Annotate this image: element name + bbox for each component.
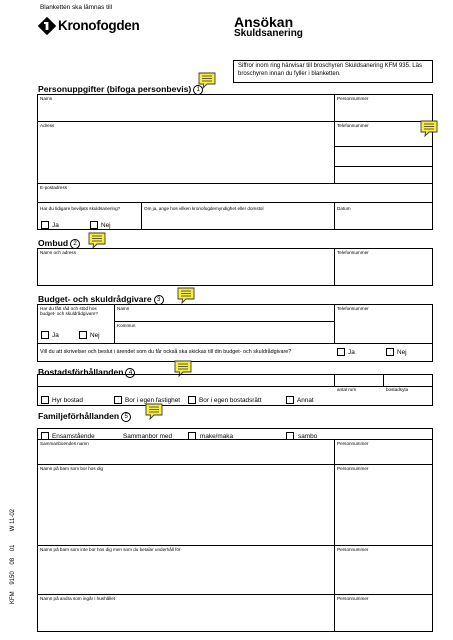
previous-no-checkbox[interactable] (90, 221, 98, 229)
housing-heading: Bostadsförhållanden 4 (38, 367, 135, 378)
housing-option-house-label: Bor i egen fastighet (125, 397, 181, 404)
ref-number-2: 2 (70, 239, 80, 249)
previous-debt-question: Har du tidigare beviljats skuldsanering? (40, 206, 121, 211)
authority-label: Om ja, ange hos vilken kronofogdemyndighet eller domstol (144, 206, 264, 211)
form-code-kfm: KFM (10, 591, 16, 604)
children-away-pnr-field[interactable] (335, 553, 432, 593)
pnr-label: Personnummer (337, 96, 369, 101)
ombud-name-label: Namn och adress (40, 250, 77, 255)
form-code-number: 9150 (10, 571, 16, 585)
submit-to-label: Blanketten ska lämnas till (40, 4, 113, 11)
note-icon[interactable] (177, 287, 195, 304)
copy-no-label: Nej (397, 349, 407, 356)
budget-yes-label: Ja (52, 332, 59, 339)
ref-number-3: 3 (154, 295, 164, 305)
family-option-sambo-label: sambo (298, 433, 318, 440)
children-home-label: Namn på barn som bor hos dig (40, 466, 104, 471)
form-code-version: W 11-02 (10, 509, 16, 532)
area-field[interactable] (384, 375, 432, 385)
ref-number-1: 1 (193, 85, 203, 95)
housing-option-rent-checkbox[interactable] (41, 396, 49, 404)
budget-name-field[interactable] (115, 312, 333, 320)
rooms-label: antal rum (337, 387, 357, 392)
children-home-pnr-label: Personnummer (337, 466, 369, 471)
family-option-cohabit-label: Sammanbor med (123, 433, 173, 440)
previous-no-label: Nej (101, 222, 111, 229)
ombud-phone-label: Telefonnummer (337, 250, 369, 255)
copy-question: Vill du att skrivelser och beslut i ärendet som du får också ska skickas till din budget- och skuldrådgivare? (40, 349, 292, 355)
household-pnr-label: Personnummer (337, 596, 369, 601)
form-subtitle: Skuldsanering (234, 28, 303, 39)
info-box: Siffror inom ring hänvisar till broschyren Skuldsanering KFM 935. Läs broschyren innan du fyller i blanketten. (233, 60, 433, 83)
cohabitant-name-label: Sammanboendes namn (40, 441, 89, 446)
children-away-label: Namn på barn som inte bor hos dig men som du betalar underhåll för (40, 547, 181, 552)
budget-name-label: Namn (117, 306, 130, 311)
email-label: E-postadress (40, 185, 68, 190)
housing-option-rent-label: Hyr bostad (52, 397, 83, 404)
note-icon[interactable] (145, 403, 163, 420)
logo-icon (38, 17, 56, 35)
housing-option-other-label: Annat (297, 397, 314, 404)
municipality-field[interactable] (115, 329, 333, 342)
cohabitant-pnr-field[interactable] (335, 447, 432, 463)
budget-no-label: Nej (90, 332, 100, 339)
housing-option-condo-checkbox[interactable] (188, 396, 196, 404)
household-pnr-field[interactable] (335, 602, 432, 631)
ombud-name-field[interactable] (38, 256, 333, 285)
ref-number-4: 4 (125, 368, 135, 378)
copy-yes-label: Ja (348, 349, 355, 356)
municipality-label: Kommun (117, 323, 136, 328)
date-label: Datum (337, 206, 351, 211)
note-icon[interactable] (420, 120, 438, 137)
children-home-pnr-field[interactable] (335, 472, 432, 544)
area-label: bostadsyta (386, 387, 409, 392)
children-away-field[interactable] (38, 553, 333, 593)
email-field[interactable] (38, 191, 432, 201)
rooms-field[interactable] (335, 375, 382, 385)
budget-no-checkbox[interactable] (79, 331, 87, 339)
household-label: Namn på andra som ingår i hushållet (40, 596, 116, 601)
children-home-field[interactable] (38, 472, 333, 544)
note-icon[interactable] (88, 232, 106, 249)
budget-yes-checkbox[interactable] (41, 331, 49, 339)
cohabitant-name-field[interactable] (38, 447, 333, 463)
form-code-part: 08 (10, 557, 16, 565)
budget-phone-field[interactable] (335, 312, 432, 342)
note-icon[interactable] (198, 72, 216, 89)
family-option-spouse-label: make/maka (200, 433, 234, 440)
phone-field[interactable] (335, 129, 432, 182)
budget-heading: Budget- och skuldrådgivare 3 (38, 294, 164, 305)
form-code-vertical (4, 488, 16, 608)
ref-number-5: 5 (121, 412, 131, 422)
budget-phone-label: Telefonnummer (337, 306, 369, 311)
phone-label: Telefonnummer (337, 123, 369, 128)
housing-option-other-checkbox[interactable] (286, 396, 294, 404)
name-label: Namn (40, 96, 53, 101)
address-field[interactable] (38, 129, 333, 182)
previous-yes-label: Ja (52, 222, 59, 229)
housing-option-condo-label: Bor i egen bostadsrätt (199, 397, 262, 404)
form-code-page: 01 (10, 544, 16, 552)
cohabitant-pnr-label: Personnummer (337, 441, 369, 446)
personal-heading: Personuppgifter (bifoga personbevis) 1 (38, 84, 203, 95)
household-field[interactable] (38, 602, 333, 631)
children-away-pnr-label: Personnummer (337, 547, 369, 552)
ombud-phone-field[interactable] (335, 256, 432, 285)
kronofogden-logo (38, 17, 148, 37)
copy-no-checkbox[interactable] (386, 348, 394, 356)
address-label: Adress (40, 123, 55, 128)
copy-yes-checkbox[interactable] (337, 348, 345, 356)
pnr-field[interactable] (335, 102, 432, 120)
budget-question: Har du fått råd och stöd hos budget- och skuldrådgivare? (40, 306, 98, 316)
housing-option-house-checkbox[interactable] (114, 396, 122, 404)
family-heading: Familjeförhållanden 5 (38, 411, 131, 422)
family-option-single-label: Ensamstående (52, 433, 95, 440)
ombud-heading: Ombud 2 (38, 238, 80, 249)
logo-text: Kronofogden (58, 18, 140, 33)
name-field[interactable] (38, 102, 333, 120)
previous-yes-checkbox[interactable] (41, 221, 49, 229)
form-title: Ansökan (234, 14, 294, 30)
